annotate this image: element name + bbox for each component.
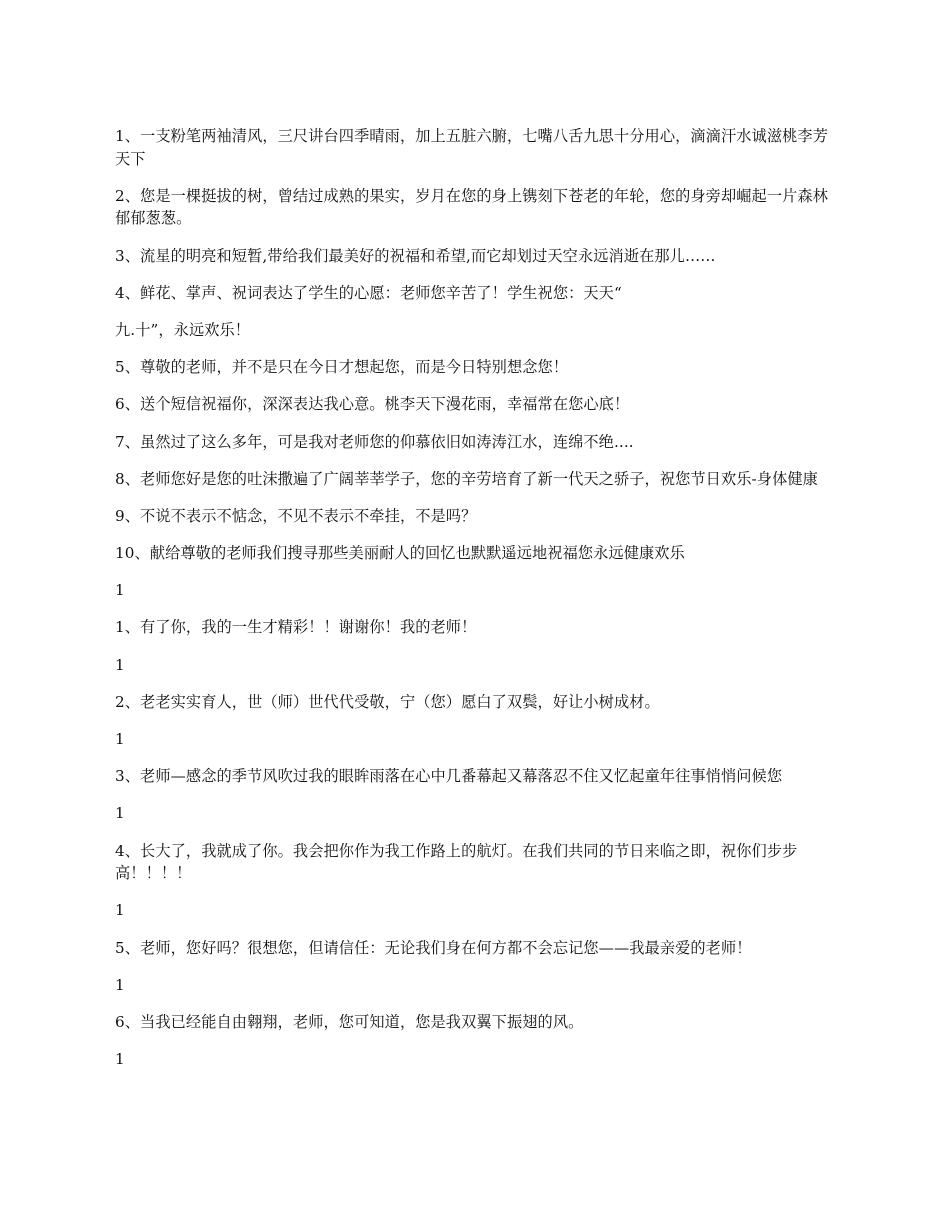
separator-number: 1	[115, 804, 125, 823]
paragraph-3: 3、流星的明亮和短暂,带给我们最美好的祝福和希望,而它却划过天空永远消逝在那儿……	[115, 246, 716, 265]
paragraph-7: 7、虽然过了这么多年，可是我对老师您的仰慕依旧如涛涛江水，连绵不绝....	[115, 432, 634, 451]
paragraph-b2: 2、老老实实育人，世（师）世代代受敬，宁（您）愿白了双鬓，好让小树成材。	[115, 692, 660, 711]
paragraph-8: 8、老师您好是您的吐沫撒遍了广阔莘莘学子，您的辛劳培育了新一代天之骄子，祝您节日欢乐-身体健康	[115, 469, 818, 488]
separator-number: 1	[115, 901, 125, 920]
paragraph-b6: 6、当我已经能自由翱翔，老师，您可知道，您是我双翼下振翅的风。	[115, 1012, 584, 1031]
paragraph-1: 1、一支粉笔两袖清风，三尺讲台四季晴雨，加上五脏六腑，七嘴八舌九思十分用心，滴滴汗水诚滋桃李芳天下	[115, 127, 828, 168]
separator-number: 1	[115, 1050, 125, 1069]
paragraph-4: 4、鲜花、掌声、祝词表达了学生的心愿：老师您辛苦了！学生祝您：天天“	[115, 283, 622, 302]
paragraph-6: 6、送个短信祝福你，深深表达我心意。桃李天下漫花雨，幸福常在您心底！	[115, 395, 630, 414]
paragraph-10: 10、献给尊敬的老师我们搜寻那些美丽耐人的回忆也默默遥远地祝福您永远健康欢乐	[115, 544, 685, 563]
paragraph-2: 2、您是一棵挺拔的树，曾结过成熟的果实，岁月在您的身上镌刻下苍老的年轮，您的身旁却崛起一片森林郁郁葱葱。	[115, 186, 828, 228]
document-page	[115, 125, 835, 1085]
separator-number: 1	[115, 730, 125, 748]
paragraph-9: 9、不说不表示不惦念，不见不表示不牵挂，不是吗？	[115, 506, 477, 525]
paragraph-5: 5、尊敬的老师，并不是只在今日才想起您，而是今日特别想念您！	[115, 358, 569, 377]
separator-number: 1	[115, 655, 125, 674]
paragraph-b5: 5、老师，您好吗？很想您，但请信任：无论我们身在何方都不会忘记您——我最亲爱的老师！	[115, 938, 752, 957]
paragraph-b3: 3、老师—感念的季节风吹过我的眼眸雨落在心中几番幕起又幕落忍不住又忆起童年往事悄悄问候您	[115, 767, 783, 786]
separator-number: 1	[115, 581, 125, 600]
paragraph-b1: 1、有了你，我的一生才精彩！！谢谢你！我的老师！	[115, 618, 477, 637]
paragraph-b4: 4、长大了，我就成了你。我会把你作为我工作路上的航灯。在我们共同的节日来临之即，祝你们步步高！！！！	[115, 841, 798, 883]
separator-number: 1	[115, 975, 125, 994]
paragraph-4-continued: 九.十”，永远欢乐！	[115, 320, 251, 339]
